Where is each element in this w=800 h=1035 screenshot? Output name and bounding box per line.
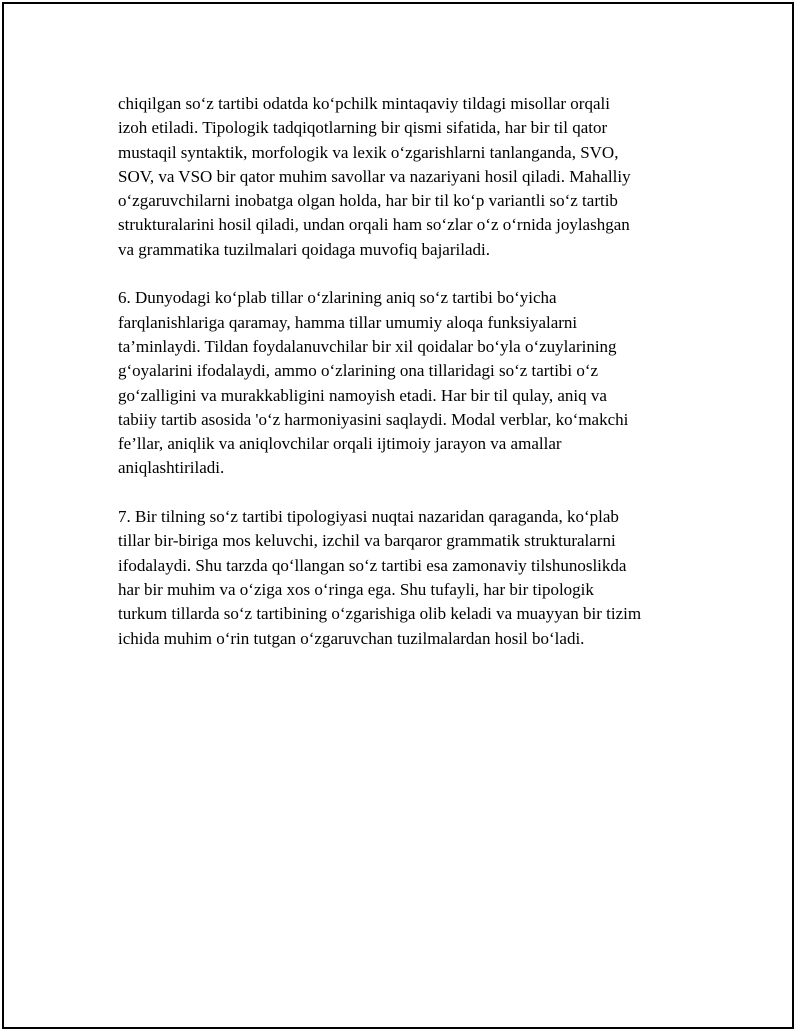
- paragraph-line: turkum tillarda so‘z tartibining o‘zgarishiga olib keladi va muayyan bir tizim: [118, 604, 642, 624]
- paragraph-1: [118, 92, 698, 262]
- paragraph-line: SOV, va VSO bir qator muhim savollar va nazariyani hosil qiladi. Mahalliy: [118, 166, 631, 186]
- paragraph-line: o‘zgaruvchilarni inobatga olgan holda, har bir til ko‘p variantli so‘z tartib: [118, 191, 618, 211]
- document-body: [118, 92, 698, 675]
- paragraph-line: mustaqil syntaktik, morfologik va lexik o‘zgarishlarni tanlanganda, SVO,: [118, 142, 619, 162]
- paragraph-line: go‘zalligini va murakkabligini namoyish etadi. Har bir til qulay, aniq va: [118, 385, 607, 405]
- paragraph-line: ifodalaydi. Shu tarzda qo‘llangan so‘z tartibi esa zamonaviy tilshunoslikda: [118, 555, 627, 575]
- paragraph-line: tillar bir-biriga mos keluvchi, izchil va barqaror grammatik strukturalarni: [118, 531, 616, 551]
- paragraph-line: ichida muhim o‘rin tutgan o‘zgaruvchan tuzilmalardan hosil bo‘ladi.: [118, 628, 585, 648]
- paragraph-line: 7. Bir tilning so‘z tartibi tipologiyasi nuqtai nazaridan qaraganda, ko‘plab: [118, 507, 619, 527]
- paragraph-line: tabiiy tartib asosida 'o‘z harmoniyasini saqlaydi. Modal verblar, ko‘makchi: [118, 409, 629, 429]
- paragraph-6: [118, 286, 698, 480]
- paragraph-line: chiqilgan so‘z tartibi odatda ko‘pchilk mintaqaviy tildagi misollar orqali: [118, 94, 610, 113]
- paragraph-line: ta’minlaydi. Tildan foydalanuvchilar bir xil qoidalar bo‘yla o‘zuylarining: [118, 336, 617, 356]
- paragraph-line: g‘oyalarini ifodalaydi, ammo o‘zlarining ona tillaridagi so‘z tartibi o‘z: [118, 361, 599, 381]
- paragraph-7: [118, 505, 698, 651]
- paragraph-line: izoh etiladi. Tipologik tadqiqotlarning bir qismi sifatida, har bir til qator: [118, 118, 608, 138]
- paragraph-line: strukturalarini hosil qiladi, undan orqali ham so‘zlar o‘z o‘rnida joylashgan: [118, 215, 630, 235]
- paragraph-line: va grammatika tuzilmalari qoidaga muvofiq bajariladi.: [118, 239, 490, 259]
- paragraph-line: farqlanishlariga qaramay, hamma tillar umumiy aloqa funksiyalarni: [118, 312, 578, 332]
- paragraph-line: aniqlashtiriladi.: [118, 458, 225, 478]
- paragraph-line: fe’llar, aniqlik va aniqlovchilar orqali ijtimoiy jarayon va amallar: [118, 434, 562, 454]
- paragraph-line: 6. Dunyodagi ko‘plab tillar o‘zlarining aniq so‘z tartibi bo‘yicha: [118, 288, 557, 308]
- paragraph-line: har bir muhim va o‘ziga xos o‘ringa ega. Shu tufayli, har bir tipologik: [118, 579, 594, 599]
